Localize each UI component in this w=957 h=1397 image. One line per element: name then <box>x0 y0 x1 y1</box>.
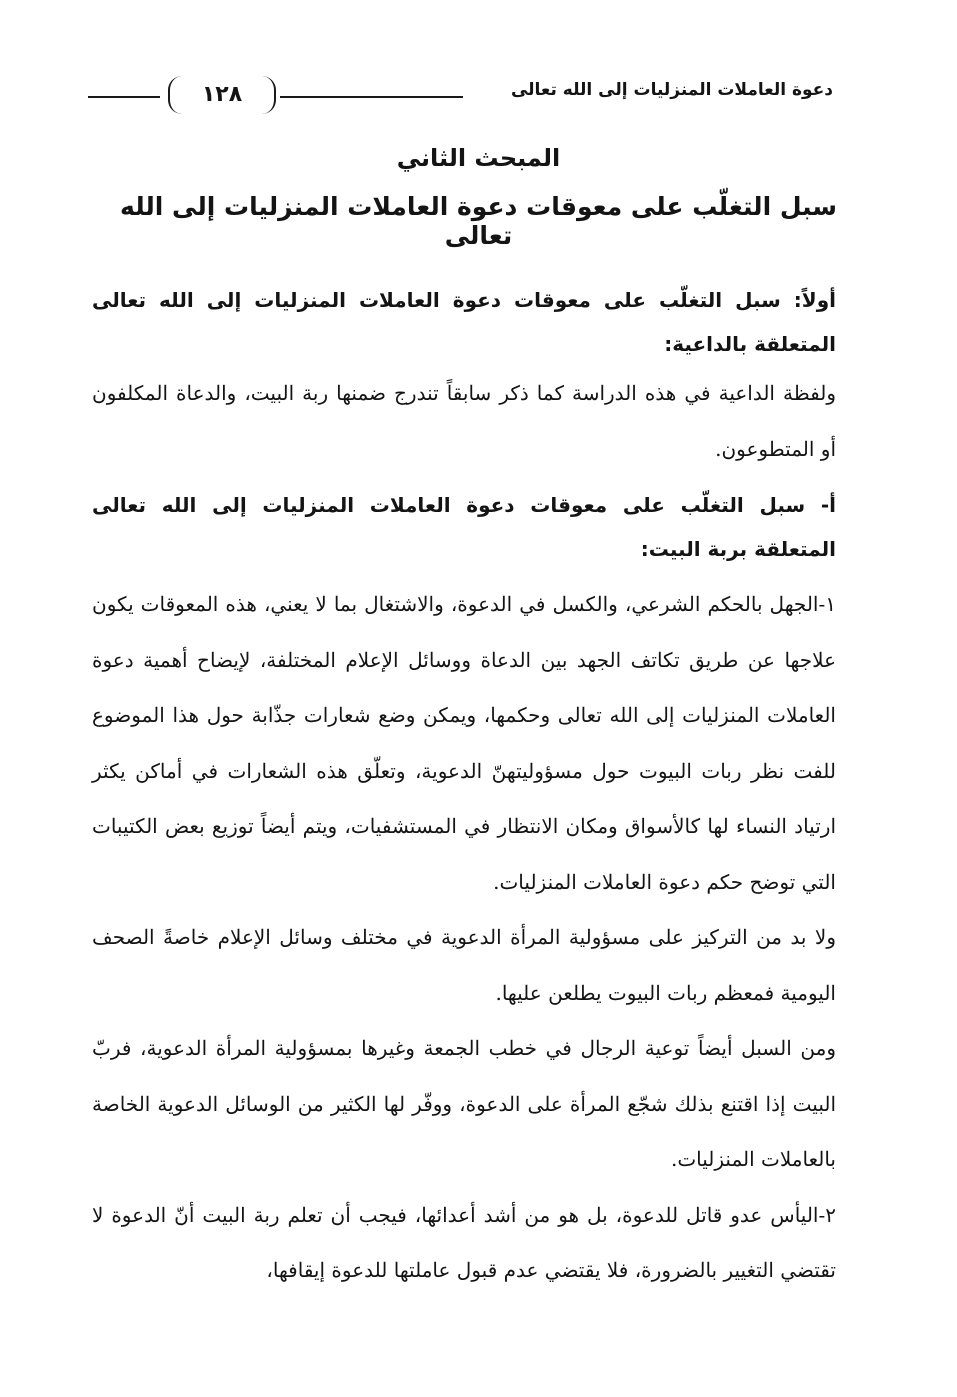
heading-first: أولاً: سبل التغلّب على معوقات دعوة العاملات المنزليات إلى الله تعالى المتعلقة بالداعية: <box>92 288 836 356</box>
page-body <box>92 278 836 1299</box>
paragraph-2: ولا بد من التركيز على مسؤولية المرأة الدعوية في مختلف وسائل الإعلام خاصةً الصحف اليومية فمعظم ربات البيوت يطلعن عليها. <box>92 925 836 1005</box>
paragraph-4: ٢-اليأس عدو قاتل للدعوة، بل هو من أشد أعدائها، فيجب أن تعلم ربة البيت أنّ الدعوة لا تقتضي التغيير بالضرورة، فلا يقتضي عدم قبول عاملتها للدعوة إيقافها، <box>92 1202 836 1282</box>
section-title: المبحث الثاني <box>396 144 561 172</box>
paragraph-3: ومن السبل أيضاً توعية الرجال في خطب الجمعة وغيرها بمسؤولية المرأة الدعوية، فربّ البيت إذا اقتنع بذلك شجّع المرأة على الدعوة، ووفّر لها الكثير من الوسائل الدعوية الخاصة بالعاملات المنزليات. <box>92 1036 837 1171</box>
heading-a: أ- سبل التغلّب على معوقات دعوة العاملات المنزليات إلى الله تعالى المتعلقة بربة البيت: <box>92 493 836 561</box>
running-title: دعوة العاملات المنزليات إلى الله تعالى <box>510 80 833 100</box>
section-subtitle: سبل التغلّب على معوقات دعوة العاملات المنزليات إلى الله تعالى <box>120 192 837 250</box>
running-header <box>88 74 833 120</box>
header-rule-middle <box>280 96 463 98</box>
page-number: ١٢٨ <box>168 76 276 114</box>
header-rule-left <box>88 96 160 98</box>
paragraph-1: ١-الجهل بالحكم الشرعي، والكسل في الدعوة، والاشتغال بما لا يعني، هذه المعوقات يكون علاجها عن طريق تكاتف الجهد بين الدعاة ووسائل الإعلام المختلفة، لإيضاح أهمية دعوة العاملات المنزليات إلى الله تعالى وحكمها، ويمكن وضع شعارات جذّابة حول هذا الموضوع للفت نظر ربات البيوت حول مسؤوليتهنّ الدعوية، وتعلّق هذه الشعارات في أماكن يكثر ارتياد النساء لها كالأسواق ومكان الانتظار في المستشفيات، ويتم أيضاً توزيع بعض الكتيبات التي توضح حكم دعوة العاملات المنزليات. <box>92 592 836 894</box>
paragraph-intro: ولفظة الداعية في هذه الدراسة كما ذكر سابقاً تندرج ضمنها ربة البيت، والدعاة المكلفون أو المتطوعون. <box>92 381 836 461</box>
